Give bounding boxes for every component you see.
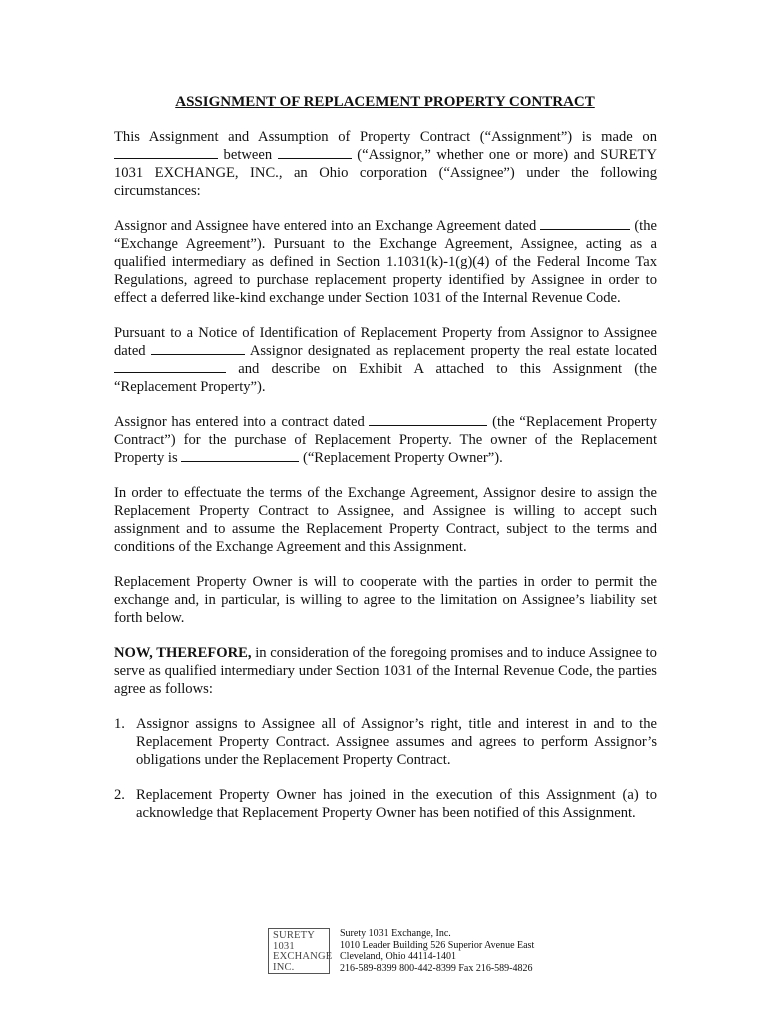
logo-line: EXCHANGE [273, 951, 333, 962]
p2-text-1: Assignor and Assignee have entered into an Exchange Agreement dated [114, 218, 537, 234]
intro-text-3: (“Assignor,” whether one or more) and SURETY 1031 EXCHANGE, INC., an Ohio corporation (“Assignee”) under the following circumstances: [114, 147, 657, 199]
effectuate-paragraph: In order to effectuate the terms of the Exchange Agreement, Assignor desire to assign the Replacement Property Contract to Assignee, and Assignee is willing to accept such assignment and to assume the Replacement Property Contract, subject to the terms and conditions of the Exchange Agreement and this Assignment. [114, 485, 657, 555]
intro-paragraph [114, 128, 657, 200]
item-text: Replacement Property Owner has joined in the execution of this Assignment (a) to acknowledge that Replacement Property Owner has been notified of this Assignment. [136, 787, 657, 821]
p3-text-1: Pursuant to a Notice of Identification of Replacement Property from Assignor to Assignee dated [114, 325, 657, 359]
item-number: 1. [114, 716, 125, 732]
city-address: Cleveland, Ohio 44114-1401 [340, 951, 457, 962]
p2-text-2: (the “Exchange Agreement”). Pursuant to the Exchange Agreement, Assignee, acting as a qualified intermediary as defined in Section 1.1031(k)-1(g)(4) of the Federal Income Tax Regulations, agreed to purchase replacement property identified by Assignee in order to effect a deferred like-kind exchange under Section 1031 of the Internal Revenue Code. [114, 218, 658, 306]
street-address: 1010 Leader Building 526 Superior Avenue East [340, 939, 535, 951]
letterhead-footer [268, 928, 568, 976]
item-number: 2. [114, 787, 125, 803]
assignor-blank [278, 146, 352, 159]
logo-line: INC. [273, 961, 295, 973]
therefore-paragraph [114, 644, 657, 698]
p4-text-1: Assignor has entered into a contract dated [114, 414, 365, 430]
p4-text-3: (“Replacement Property Owner”). [302, 450, 503, 466]
list-item [114, 786, 657, 822]
contract-date-blank [369, 413, 487, 426]
exchange-agreement-paragraph [114, 217, 657, 307]
company-logo [268, 928, 333, 974]
property-location-blank [114, 360, 226, 373]
notice-paragraph [114, 324, 657, 396]
contract-paragraph [114, 413, 657, 467]
p3-text-3: and describe on Exhibit A attached to this Assignment (the “Replacement Property”). [114, 361, 657, 395]
therefore-bold: NOW, THEREFORE, [114, 645, 252, 661]
p3-text-2: Assignor designated as replacement property the real estate located [249, 343, 658, 359]
company-address [340, 928, 534, 974]
terms-list [114, 715, 657, 822]
intro-text-1: This Assignment and Assumption of Property Contract (“Assignment”) is made on [114, 129, 657, 145]
logo-line: 1031 [273, 940, 295, 952]
p4-text-2: (the “Replacement Property Contract”) for the purchase of Replacement Property. The owner of the Replacement Property is [114, 414, 657, 466]
company-name: Surety 1031 Exchange, Inc. [340, 928, 451, 939]
phone-numbers: 216-589-8399 800-442-8399 Fax 216-589-4826 [340, 962, 533, 974]
document-body [114, 128, 657, 839]
cooperation-paragraph: Replacement Property Owner is will to cooperate with the parties in order to permit the exchange and, in particular, is willing to agree to the limitation on Assignee’s liability set forth below. [114, 574, 657, 626]
intro-text-2: between [223, 147, 273, 163]
item-text: Assignor assigns to Assignee all of Assignor’s right, title and interest in and to the Replacement Property Contract. Assignee assumes and agrees to perform Assignor’s obligations under the Replacement Property Contract. [136, 716, 657, 768]
notice-date-blank [151, 342, 245, 355]
document-title: ASSIGNMENT OF REPLACEMENT PROPERTY CONTRACT [175, 94, 595, 110]
therefore-text: in consideration of the foregoing promises and to induce Assignee to serve as qualified intermediary under Section 1031 of the Internal Revenue Code, the parties agree as follows: [114, 645, 657, 697]
list-item [114, 715, 657, 769]
date-blank [114, 146, 218, 159]
logo-line: SURETY [273, 930, 316, 941]
owner-blank [181, 449, 299, 462]
agreement-date-blank [540, 217, 630, 230]
